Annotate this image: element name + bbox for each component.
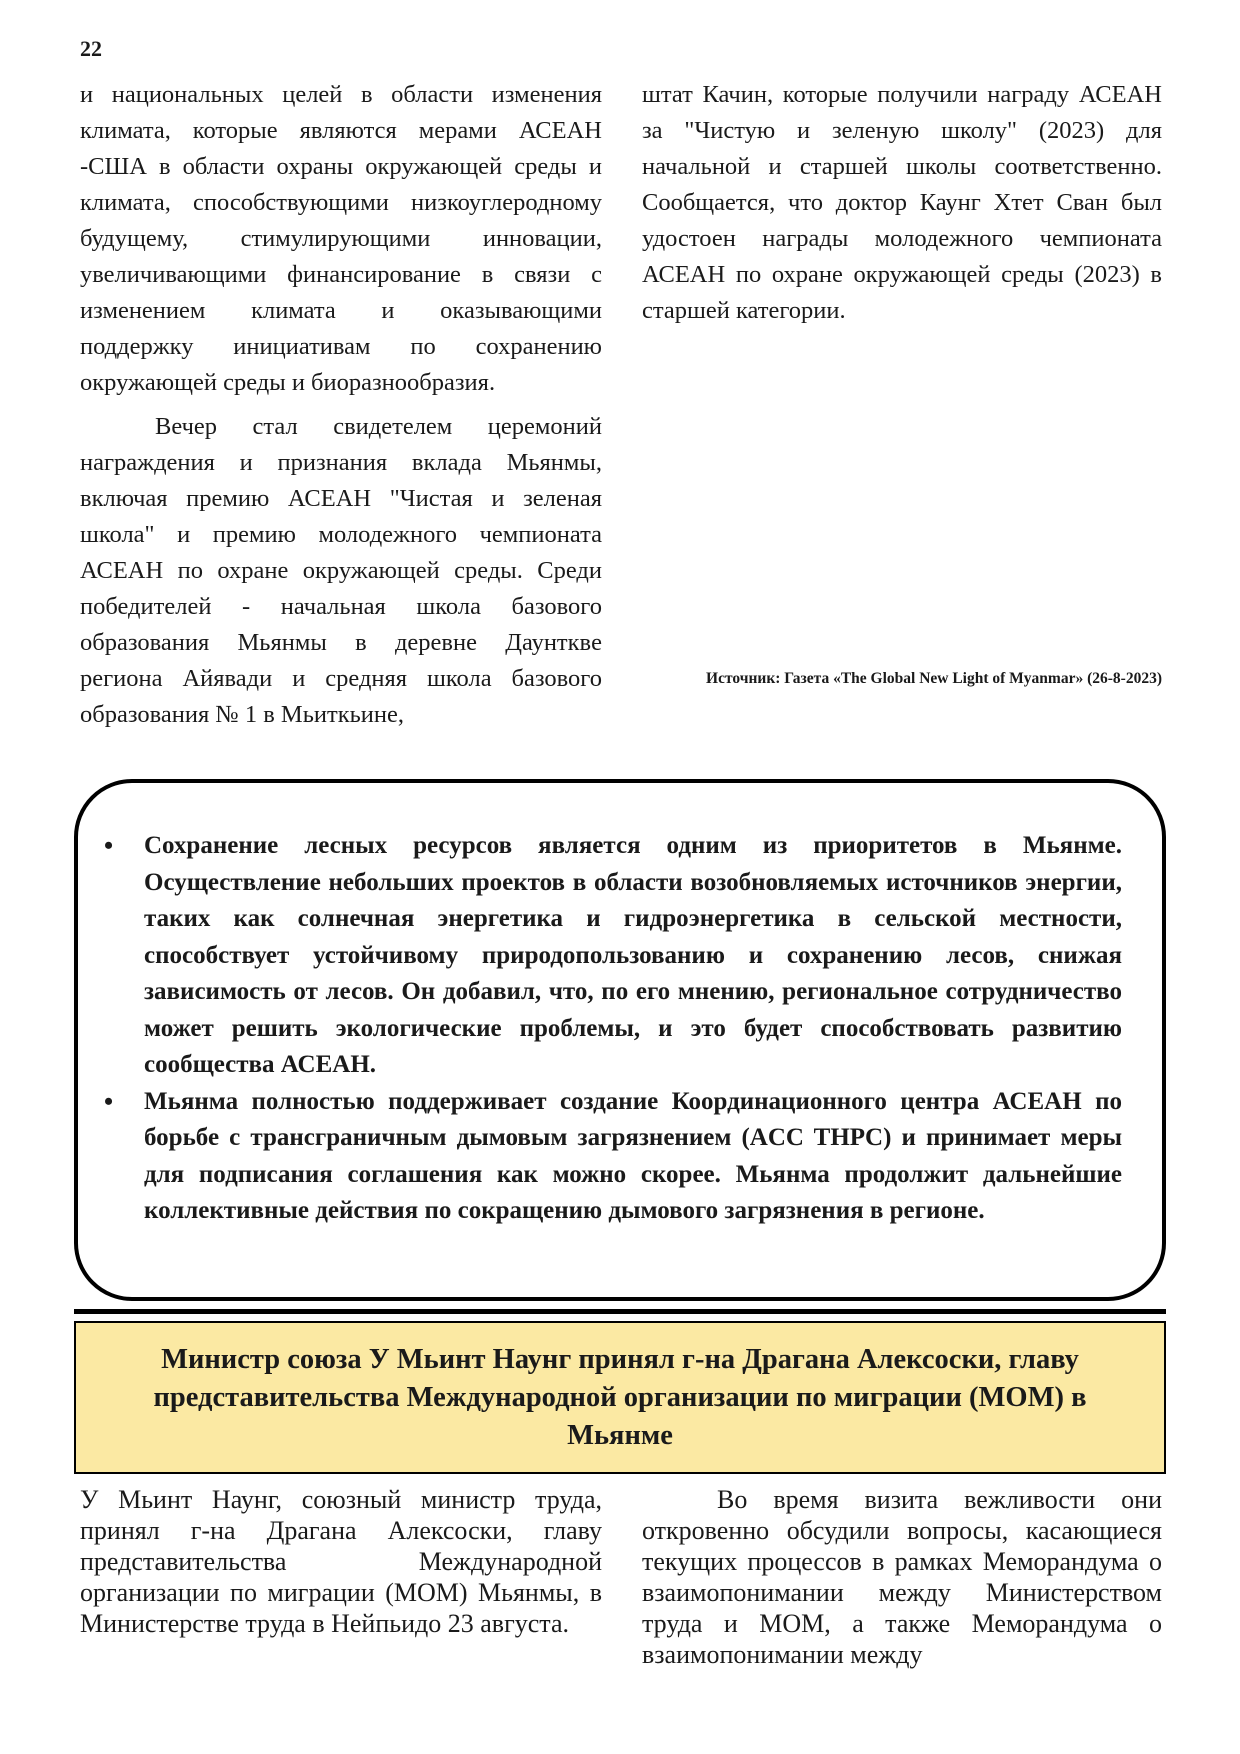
article-left-column — [80, 77, 602, 733]
bullet-list — [144, 828, 1122, 1230]
paragraph: штат Качин, которые получили награду АСЕАН за "Чистую и зеленую школу" (2023) для начальной и старшей школы соответственно. Сообщается, что доктор Каунг Хтет Сван был удостоен награды молодежного чемпионата АСЕАН по охране окружающей среды (2023) в старшей категории. — [642, 81, 1162, 324]
bullet-item: • Сохранение лесных ресурсов является одним из приоритетов в Мьянме. Осуществление небольших проектов в области возобновляемых источников энергии, таких как солнечная энергетика и гидроэнергетика в сельской местности, способствует устойчивому природопользованию и сохранению лесов, снижая зависимость от лесов. Он добавил, что, по его мнению, региональное сотрудничество может решить экологические проблемы, и это будет способствовать развитию сообщества АСЕАН. — [144, 828, 1122, 1084]
source-citation: Источник: Газета «The Global New Light of Myanmar» (26-8-2023) — [706, 670, 1162, 687]
paragraph: Вечер стал свидетелем церемоний награждения и признания вклада Мьянмы, включая премию АСЕАН "Чистая и зеленая школа" и премию молодежного чемпионата АСЕАН по охране окружающей среды. Среди победителей - начальная школа базового образования Мьянмы в деревне Даунтквe региона Айявади и средняя школа базового образования № 1 в Мьиткьине, — [80, 413, 602, 728]
article-right-column — [642, 1484, 1162, 1670]
section-divider — [74, 1309, 1166, 1314]
page-number: 22 — [80, 36, 102, 61]
article-right-column — [642, 77, 1162, 329]
paragraph: У Мьинт Наунг, союзный министр труда, принял г-на Драгана Алексоски, главу представительства Международной организации по миграции (МОМ) Мьянмы, в Министерстве труда в Нейпьидо 23 августа. — [80, 1485, 602, 1638]
paragraph: и национальных целей в области изменения климата, которые являются мерами АСЕАН -США в области охраны окружающей среды и климата, способствующими низкоуглеродному будущему, стимулирующими инновации, увеличивающими финансирование в связи с изменением климата и оказывающими поддержку инициативам по сохранению окружающей среды и биоразнообразия. — [80, 81, 602, 396]
headline-box — [74, 1321, 1166, 1474]
callout-box — [74, 779, 1166, 1301]
bullet-item: • Мьянма полностью поддерживает создание Координационного центра АСЕАН по борьбе с трансграничным дымовым загрязнением (ACC THPC) и принимает меры для подписания соглашения как можно скорее. Мьянма продолжит дальнейшие коллективные действия по сокращению дымового загрязнения в регионе. — [144, 1084, 1122, 1230]
paragraph: Во время визита вежливости они откровенно обсудили вопросы, касающиеся текущих процессов в рамках Меморандума о взаимопонимании между Министерством труда и МОМ, а также Меморандума о взаимопонимании между — [642, 1485, 1162, 1669]
article-headline: Министр союза У Мьинт Наунг принял г-на Драгана Алексоски, главу представительства Международной организации по миграции (МОМ) в Мьянме — [153, 1343, 1087, 1451]
article-left-column — [80, 1484, 602, 1639]
